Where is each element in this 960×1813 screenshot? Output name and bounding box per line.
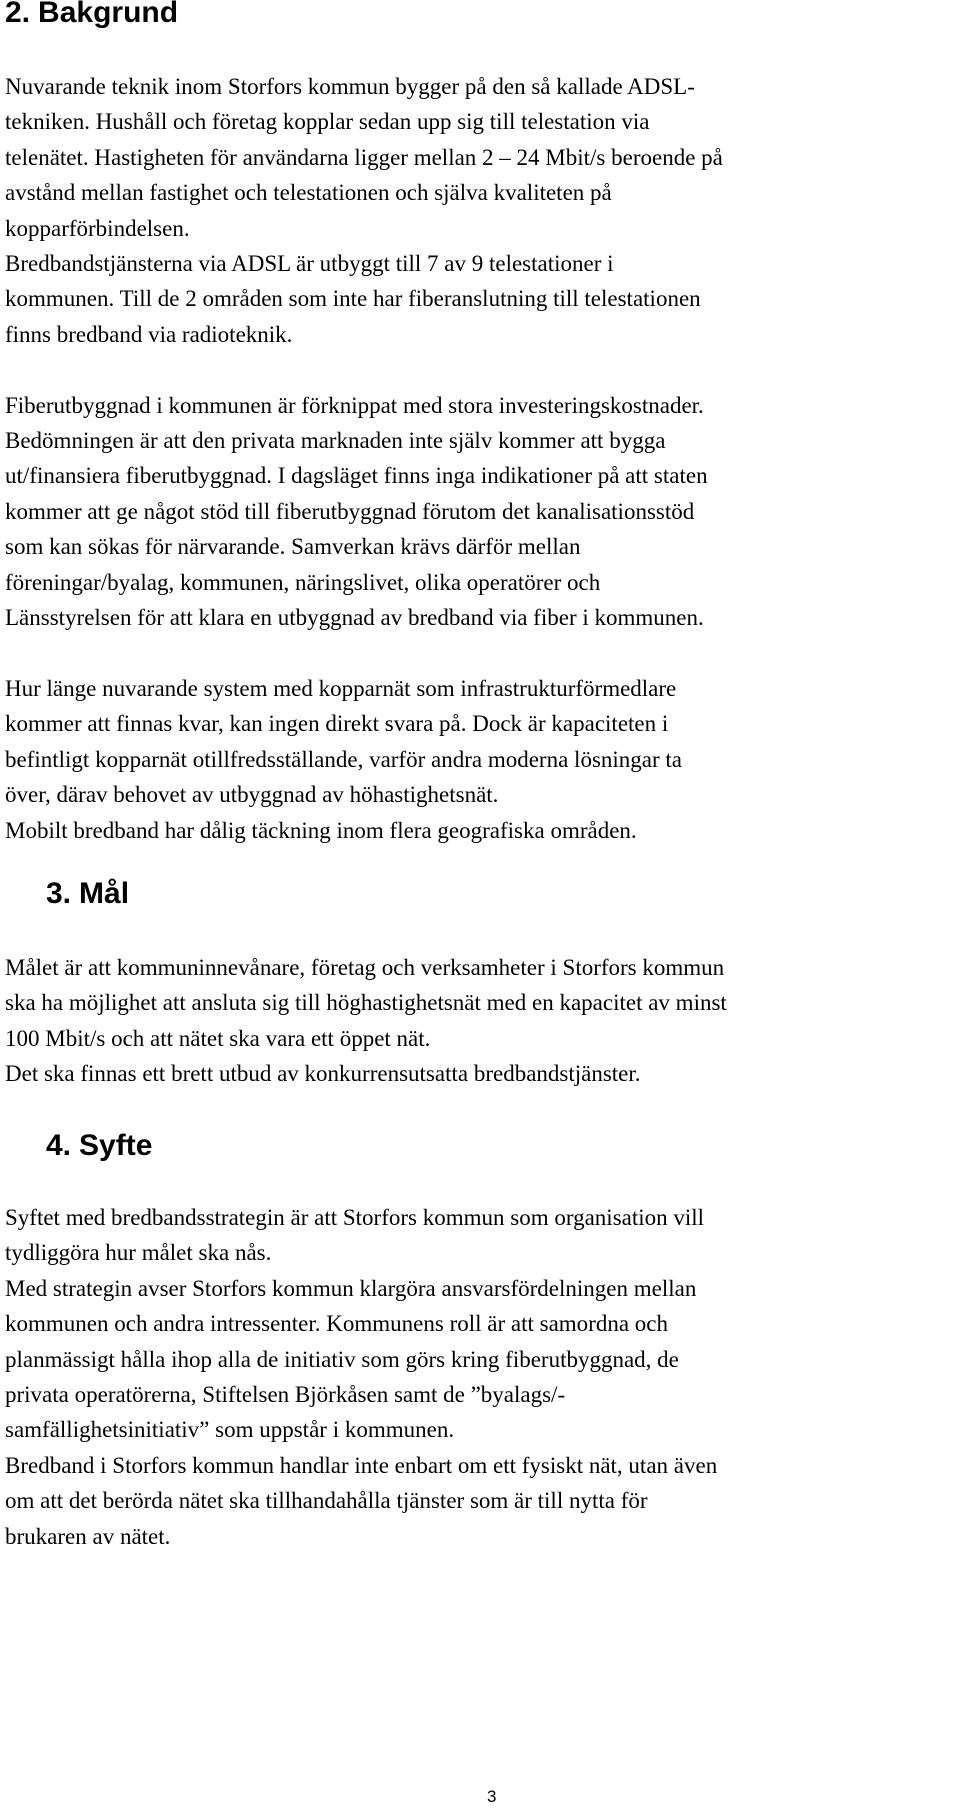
section-heading-bakgrund [5,0,178,30]
text-line: om att det berörda nätet ska tillhandahålla tjänster som är till nytta för [5,1488,648,1514]
section-heading-mal [46,877,129,911]
section-number: 4. [46,1129,72,1162]
text-line: som kan sökas för närvarande. Samverkan krävs därför mellan [5,534,581,560]
section-title: Syfte [79,1129,153,1162]
text-line: Hur länge nuvarande system med kopparnät som infrastrukturförmedlare [5,675,677,701]
section-body-mal [5,950,955,1092]
section-number: 2. [5,0,31,29]
page-number: 3 [487,1787,497,1806]
section-body-syfte [5,1200,955,1554]
text-line: Nuvarande teknik inom Storfors kommun bygger på den så kallade ADSL- [5,74,695,99]
text-line: kommer att ge något stöd till fiberutbyggnad förutom det kanalisationsstöd [5,498,695,524]
text-line: kommunen och andra intressenter. Kommunens roll är att samordna och [5,1311,668,1337]
text-line: telenätet. Hastigheten för användarna ligger mellan 2 – 24 Mbit/s beroende på [5,144,723,170]
section-heading-syfte [46,1129,152,1163]
text-line: Målet är att kommuninnevånare, företag och verksamheter i Storfors kommun [5,955,725,980]
text-line: Med strategin avser Storfors kommun klargöra ansvarsfördelningen mellan [5,1275,697,1301]
text-line: avstånd mellan fastighet och telestationen och själva kvaliteten på [5,180,612,206]
text-line: privata operatörerna, Stiftelsen Björkåsen samt de ”byalags/- [5,1382,566,1408]
text-line: Det ska finnas ett brett utbud av konkurrensutsatta bredbandstjänster. [5,1061,641,1087]
text-line: Länsstyrelsen för att klara en utbyggnad av bredband via fiber i kommunen. [5,605,704,631]
text-line: ut/finansiera fiberutbyggnad. I dagsläget finns inga indikationer på att staten [5,463,708,489]
text-line: kommunen. Till de 2 områden som inte har fiberanslutning till telestationen [5,286,701,312]
text-line: kopparförbindelsen. [5,215,190,241]
text-line: Fiberutbyggnad i kommunen är förknippat med stora investeringskostnader. [5,392,704,418]
text-line: finns bredband via radioteknik. [5,321,293,347]
text-line: över, därav behovet av utbyggnad av höhastighetsnät. [5,782,499,808]
text-line: brukaren av nätet. [5,1523,171,1549]
text-line: Bedömningen är att den privata marknaden inte själv kommer att bygga [5,428,666,454]
text-line: Mobilt bredband har dålig täckning inom flera geografiska områden. [5,817,637,843]
text-line: 100 Mbit/s och att nätet ska vara ett öppet nät. [5,1025,431,1051]
text-line: planmässigt hålla ihop alla de initiativ som görs kring fiberutbyggnad, de [5,1346,679,1372]
blank-line [5,636,955,671]
text-line: ska ha möjlighet att ansluta sig till höghastighetsnät med en kapacitet av minst [5,990,727,1016]
blank-line [5,352,955,387]
section-title: Mål [79,877,130,910]
text-line: tekniken. Hushåll och företag kopplar sedan upp sig till telestation via [5,109,650,135]
text-line: tydliggöra hur målet ska nås. [5,1240,272,1266]
text-line: Syftet med bredbandsstrategin är att Storfors kommun som organisation vill [5,1205,705,1230]
section-body-bakgrund [5,69,955,848]
text-line: befintligt kopparnät otillfredsställande, varför andra moderna lösningar ta [5,746,682,772]
text-line: kommer att finnas kvar, kan ingen direkt svara på. Dock är kapaciteten i [5,711,669,737]
text-line: Bredband i Storfors kommun handlar inte enbart om ett fysiskt nät, utan även [5,1452,718,1478]
section-number: 3. [46,877,72,910]
text-line: föreningar/byalag, kommunen, näringslivet, olika operatörer och [5,569,601,595]
text-line: samfällighetsinitiativ” som uppstår i kommunen. [5,1417,455,1443]
text-line: Bredbandstjänsterna via ADSL är utbyggt till 7 av 9 telestationer i [5,251,614,277]
section-title: Bakgrund [38,0,179,29]
